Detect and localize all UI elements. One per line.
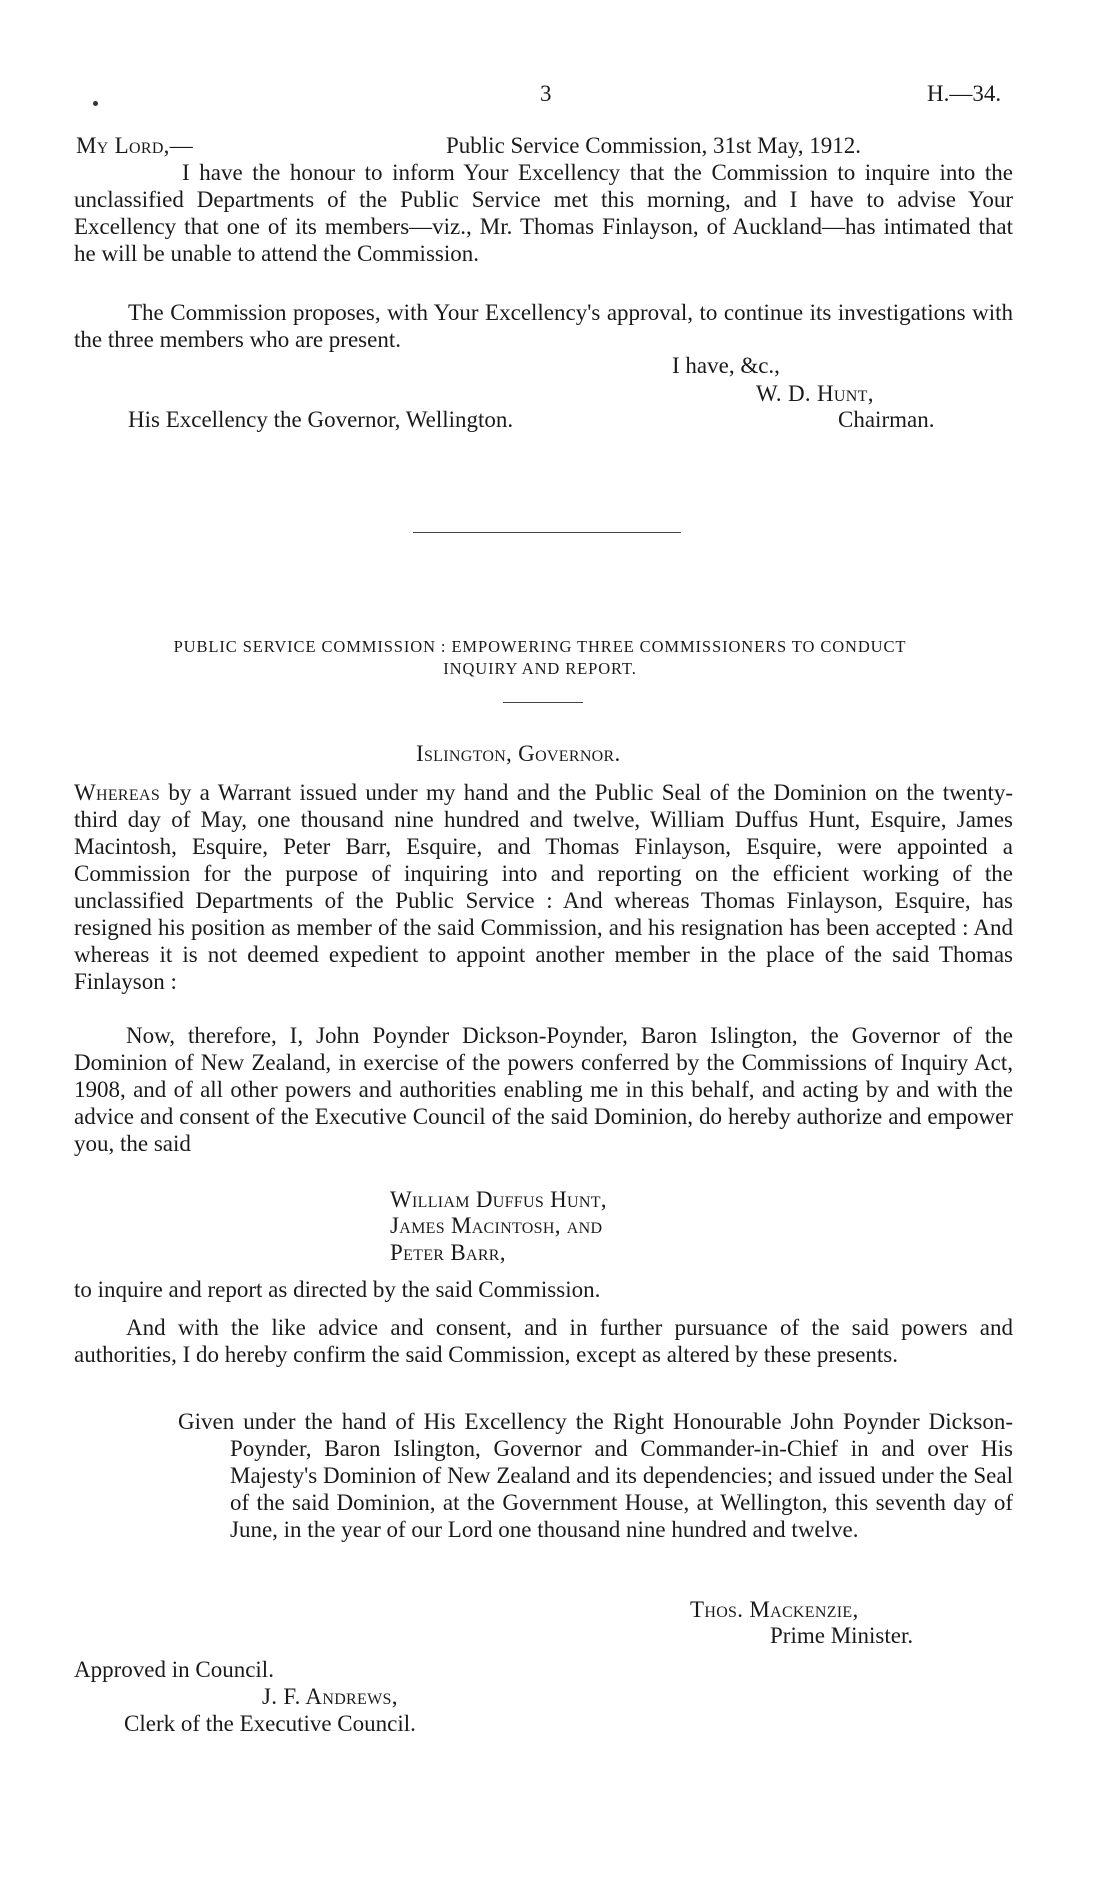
salutation: My Lord,—: [76, 133, 194, 158]
signatory-name: W. D. Hunt,: [756, 381, 874, 406]
letter-paragraph-2: The Commission proposes, with Your Excellency's approval, to continue its investigations with the three members who are present.: [74, 300, 1013, 352]
heading-divider: [503, 702, 583, 703]
place-date: Public Service Commission, 31st May, 1912.: [446, 133, 862, 158]
warrant-paragraph-2: Now, therefore, I, John Poynder Dickson-Poynder, Baron Islington, the Governor of the Dominion of New Zealand, in exercise of the powers conferred by the Commissions of Inquiry Act, 1908, and of all other powers and authorities enabling me in this behalf, and acting by and with the advice and consent of the Executive Council of the said Dominion, do hereby authorize and empower you, the said: [74, 1023, 1013, 1156]
given-paragraph: Given under the hand of His Excellency the Right Honourable John Poynder Dickson-Poynder, Baron Islington, Governor and Commander-in-Chief in and over His Majesty's Dominion of New Zealand and its dependencies; and issued under the Seal of the said Dominion, at the Government House, at Wellington, this seventh day of June, in the year of our Lord one thousand nine hundred and twelve.: [178, 1409, 1013, 1542]
letter-addressee: His Excellency the Governor, Wellington.: [128, 407, 514, 432]
signatory-title: Chairman.: [838, 407, 935, 432]
clerk-name: J. F. Andrews,: [262, 1684, 398, 1709]
appointee-1: William Duffus Hunt,: [390, 1187, 607, 1212]
letter-paragraph-1: I have the honour to inform Your Excellency that the Commission to inquire into the unclassified Departments of the Public Service met this morning, and I have to advise Your Excellency that one of its members—viz., Mr. Thomas Finlayson, of Auckland—has intimated that he will be unable to attend the Commission.: [74, 160, 1013, 266]
warrant-heading-line-1: PUBLIC SERVICE COMMISSION : EMPOWERING THREE COMMISSIONERS TO CONDUCT: [173, 637, 907, 656]
appointee-3: Peter Barr,: [390, 1240, 506, 1265]
approved-in-council: Approved in Council.: [74, 1657, 274, 1682]
whereas-text: by a Warrant issued under my hand and the Public Seal of the Dominion on the twenty-third day of May, one thousand nine hundred and twelve, William Duffus Hunt, Esquire, James Macintosh, Esquire, Peter Barr, Esquire, and Thomas Finlayson, Esquire, were appointed a Commission for the purpose of inquiring into and reporting on the efficient working of the unclassified Departments of the Public Service : And whereas Thomas Finlayson, Esquire, has resigned his position as member of the said Commission, and his resignation has been accepted : And whereas it is not deemed expedient to appoint another member in the place of the said Thomas Finlayson :: [74, 780, 1014, 994]
governor-line: Islington, Governor.: [416, 741, 621, 766]
warrant-paragraph-1: [74, 779, 1013, 995]
page-number: 3: [540, 81, 552, 106]
scan-speck: [93, 101, 98, 106]
minister-title: Prime Minister.: [770, 1623, 914, 1648]
warrant-paragraph-4: And with the like advice and consent, and in further pursuance of the said powers and authorities, I do hereby confirm the said Commission, except as altered by these presents.: [74, 1315, 1013, 1367]
section-divider: [413, 532, 681, 533]
warrant-paragraph-3: to inquire and report as directed by the said Commission.: [74, 1277, 601, 1302]
minister-name: Thos. Mackenzie,: [690, 1597, 859, 1622]
appointee-2: James Macintosh, and: [390, 1213, 603, 1238]
warrant-heading-line-2: INQUIRY AND REPORT.: [443, 659, 637, 678]
document-reference: H.—34.: [927, 81, 1002, 106]
letter-closing: I have, &c.,: [672, 353, 780, 378]
whereas-lead: Whereas: [74, 780, 161, 805]
clerk-title: Clerk of the Executive Council.: [124, 1711, 416, 1736]
